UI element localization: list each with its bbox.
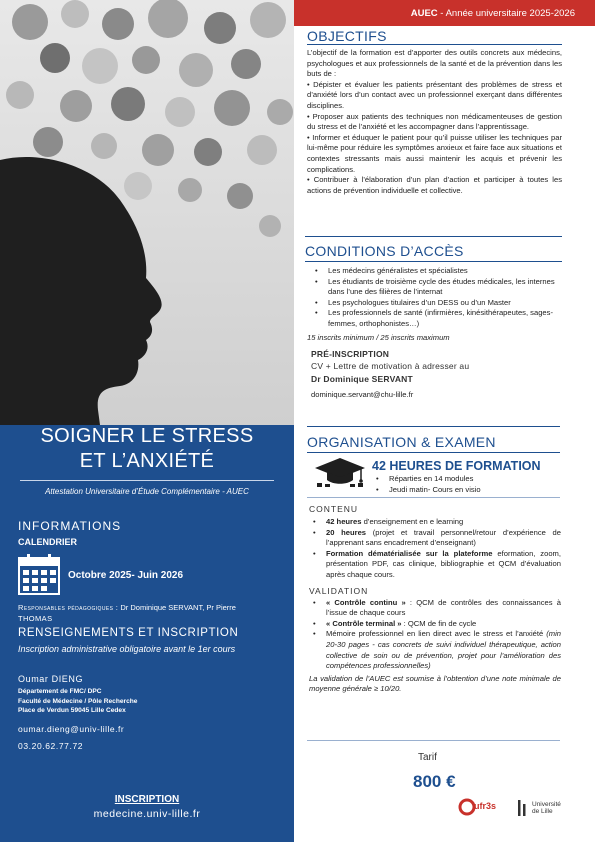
informations-heading: INFORMATIONS <box>18 519 122 533</box>
objectifs-item: • Proposer aux patients des techniques non médicamenteuses de gestion du stress et de l’anxiété et les accompagner dans l’apprentissage. <box>307 111 562 132</box>
main-title <box>0 424 294 474</box>
calendar-heading: CALENDRIER <box>18 537 78 547</box>
organisation-rule <box>307 452 560 453</box>
responsables-names-2: THOMAS <box>18 614 53 623</box>
header-year: - Année universitaire 2025-2026 <box>437 8 575 19</box>
inscription-heading: INSCRIPTION <box>114 794 180 805</box>
conditions-heading: CONDITIONS D’ACCÈS <box>305 243 464 259</box>
universite-lille-logo-text: Université de Lille <box>532 801 561 815</box>
conditions-list <box>305 266 562 330</box>
hours-rule <box>307 497 560 498</box>
calendar-dates: Octobre 2025- Juin 2026 <box>68 570 184 581</box>
capacity-text: 15 inscrits minimum / 25 inscrits maximum <box>307 332 450 342</box>
header-org: AUEC <box>410 8 438 19</box>
validation-note: La validation de l’AUEC est soumise à l’obtention d’une note minimale de moyenne générale ≥ 10/20. <box>309 673 561 694</box>
responsables-names: Dr Dominique SERVANT, Pr Pierre <box>118 603 236 612</box>
validation-list <box>309 598 561 672</box>
cover-illustration <box>0 0 294 425</box>
contact-line: Faculté de Médecine / Pôle Recherche <box>18 697 138 705</box>
preinscription-name: Dr Dominique SERVANT <box>311 374 413 385</box>
contact-line: Place de Verdun 59045 Lille Cedex <box>18 707 126 714</box>
conditions-item: • Les étudiants de troisième cycle des études médicales, les internes dans l’une des filières de l’internat <box>311 277 562 298</box>
validation-item: • « Contrôle terminal » : QCM de fin de cycle <box>309 619 561 630</box>
hours-item: • Réparties en 14 modules <box>372 474 552 485</box>
objectifs-item: • Dépister et évaluer les patients présentant des problèmes de stress et d’anxiété lors d’un contact avec un professionnel exerçant dans différentes disciplines. <box>307 79 562 110</box>
main-title-line2: ET L’ANXIÉTÉ <box>79 450 215 472</box>
contact-address <box>18 687 137 716</box>
conditions-rule <box>305 261 562 262</box>
objectifs-heading: OBJECTIFS <box>307 28 387 44</box>
validation-item: • « Contrôle continu » : QCM de contrôles des connaissances à l’issue de chaque cours <box>309 598 561 619</box>
organisation-rule-top <box>307 426 560 427</box>
preinscription-block <box>311 349 562 401</box>
tarif-label: Tarif <box>418 752 437 763</box>
conditions-item: • Les psychologues titulaires d’un DESS ou d’un Master <box>311 298 562 309</box>
contenu-item: • Formation dématérialisée sur la plateforme eformation, zoom, présentation PDF, cas clinique, bibliographie et QCM d’évaluation après chaque cours. <box>309 549 561 581</box>
conditions-item: • Les médecins généralistes et spécialistes <box>311 266 562 277</box>
graduation-cap-icon <box>313 456 367 493</box>
registration-text: Inscription administrative obligatoire avant le 1er cours <box>18 644 236 654</box>
crumpled-paper-head-illustration <box>0 0 294 425</box>
responsables-pedagogiques <box>18 602 280 624</box>
universite-lille-logo-icon <box>518 800 528 816</box>
universite-lille-logo <box>518 800 561 821</box>
header-text <box>411 8 575 19</box>
validation-heading: VALIDATION <box>309 585 369 596</box>
subtitle: Attestation Universitaire d’Étude Complémentaire - AUEC <box>45 487 249 496</box>
conditions-rule-top <box>305 236 562 237</box>
objectifs-rule <box>307 44 562 45</box>
objectifs-intro: L’objectif de la formation est d’apporter des outils concrets aux médecins, psychologues et aux professionnels de la santé et de la prévention dans les buts de : <box>307 48 562 79</box>
preinscription-text: CV + Lettre de motivation à adresser au <box>311 361 470 372</box>
contenu-item: • 42 heures d’enseignement en e learning <box>309 517 561 528</box>
contact-line: Département de FMC/ DPC <box>18 688 102 695</box>
organisation-heading: ORGANISATION & EXAMEN <box>307 434 496 450</box>
hours-list <box>372 474 552 495</box>
contenu-list <box>309 517 561 581</box>
contact-phone: 03.20.62.77.72 <box>18 741 84 751</box>
contact-name: Oumar DIENG <box>18 674 84 684</box>
responsables-label: Responsables pédagogiques : <box>18 603 119 612</box>
hours-heading: 42 HEURES DE FORMATION <box>372 459 541 473</box>
tarif-value: 800 € <box>413 772 456 791</box>
main-title-line1: SOIGNER LE STRESS <box>40 425 254 447</box>
organisation-section <box>307 434 560 453</box>
validation-item: • Mémoire professionnel en lien direct avec le stress et l’anxiété (min 20-30 pages - cas concrets de suivi individuel thérapeutique, action collective de soin ou de prévention, projet pour l’amélioration des compétences professionnelles) <box>309 629 561 671</box>
hours-item: • Jeudi matin- Cours en visio <box>372 485 552 496</box>
contenu-section <box>309 504 561 695</box>
objectifs-item: • Informer et éduquer le patient pour qu’il puisse utiliser les techniques par lui-même pour réduire les symptômes anxieux et faire face aux situations et contextes stressants mais aussi maintenir les acquis et prévenir les complications. <box>307 132 562 174</box>
registration-heading: RENSEIGNEMENTS ET INSCRIPTION <box>18 627 239 639</box>
conditions-section <box>305 243 562 401</box>
title-divider <box>20 480 274 481</box>
contact-email-link[interactable]: oumar.dieng@univ-lille.fr <box>18 724 125 734</box>
header-bar <box>294 0 595 26</box>
ufr3s-logo-text: ufr3s <box>474 801 497 811</box>
preinscription-heading: PRÉ-INSCRIPTION <box>311 349 390 360</box>
inscription-url-link[interactable]: medecine.univ-lille.fr <box>93 808 201 820</box>
objectifs-section <box>307 28 562 196</box>
conditions-item: • Les professionnels de santé (infirmières, kinésithérapeutes, sages-femmes, orthophonistes…) <box>311 308 562 329</box>
preinscription-email-link[interactable]: dominique.servant@chu-lille.fr <box>311 390 414 400</box>
objectifs-item: • Contribuer à l’élaboration d’un plan d’action et participer à toutes les actions de prévention individuelle et collective. <box>307 175 562 195</box>
contenu-item: • 20 heures (projet et travail personnel/retour d’expérience de l’apprenant sans encadrement d’enseignant) <box>309 528 561 549</box>
calendar-icon <box>18 553 60 600</box>
contenu-heading: CONTENU <box>309 504 359 514</box>
tarif-rule <box>307 740 560 741</box>
ufr3s-logo <box>458 798 497 821</box>
